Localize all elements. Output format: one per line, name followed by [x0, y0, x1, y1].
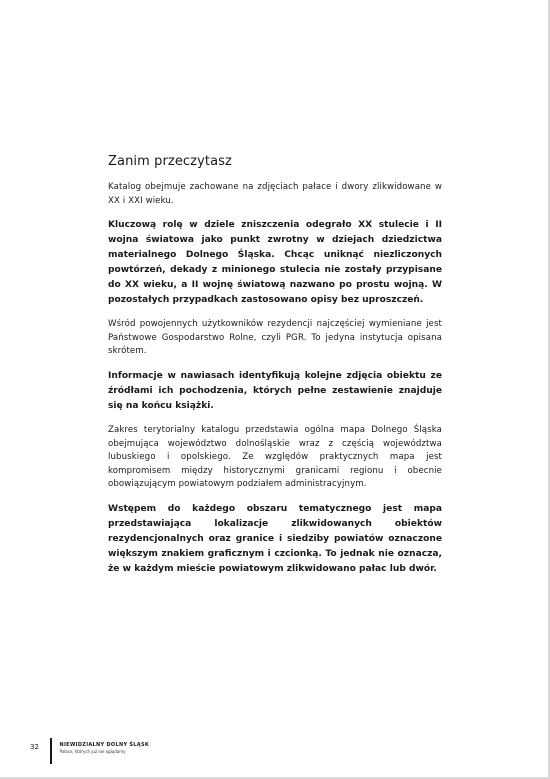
footer-text — [60, 742, 150, 755]
main-content — [108, 154, 442, 587]
paragraph-3: Wśród powojennych użytkowników rezydencji najczęściej wymieniane jest Państwowe Gospodarstwo Rolne, czyli PGR. To jedyna instytucja opisana skrótem. — [108, 319, 442, 357]
footer-book-title: NIEWIDZIALNY DOLNY ŚLĄSK — [59, 742, 150, 748]
paragraph-6: Wstępem do każdego obszaru tematycznego jest mapa przedstawiająca lokalizacje zlikwidowanych obiektów rezydencjonalnych oraz granice i siedziby powiatów oznaczone większym znakiem graficznym i czcionką. To jednak nie oznacza, że w każdym mieście powiatowym zlikwidowano pałac lub dwór. — [108, 503, 442, 574]
page-number: 32 — [30, 743, 39, 751]
page-heading: Zanim przeczytasz — [108, 154, 232, 169]
paragraph-2: Kluczową rolę w dziele zniszczenia odegrało XX stulecie i II wojna światowa jako punkt zwrotny w dziejach dziedzictwa materialnego Dolnego Śląska. Chcąc uniknąć niezliczonych powtórzeń, dekady z minionego stulecia nie zostały przypisane do XX wieku, a II wojnę światową nazwano po prostu wojną. W pozostałych przypadkach zastosowano opisy bez uproszczeń. — [108, 220, 442, 306]
paragraph-1: Katalog obejmuje zachowane na zdjęciach pałace i dwory zlikwidowane w XX i XXI wieku. — [108, 182, 442, 206]
page-footer — [30, 738, 149, 766]
paragraph-4: Informacje w nawiasach identyfikują kolejne zdjęcia obiektu ze źródłami ich pochodzenia, których pełne zestawienie znajduje się na końcu książki. — [108, 370, 442, 411]
paragraph-5: Zakres terytorialny katalogu przedstawia ogólna mapa Dolnego Śląska obejmująca województwo dolnośląskie wraz z częścią województwa lubuskiego i opolskiego. Ze względów praktycznych mapa jest kompromisem między historycznymi granicami regionu i obecnie obowiązującym powiatowym podziałem administracyjnym. — [108, 424, 442, 490]
footer-divider — [50, 738, 52, 764]
footer-book-subtitle: Pałace, których już nie oglądamy — [59, 749, 126, 754]
